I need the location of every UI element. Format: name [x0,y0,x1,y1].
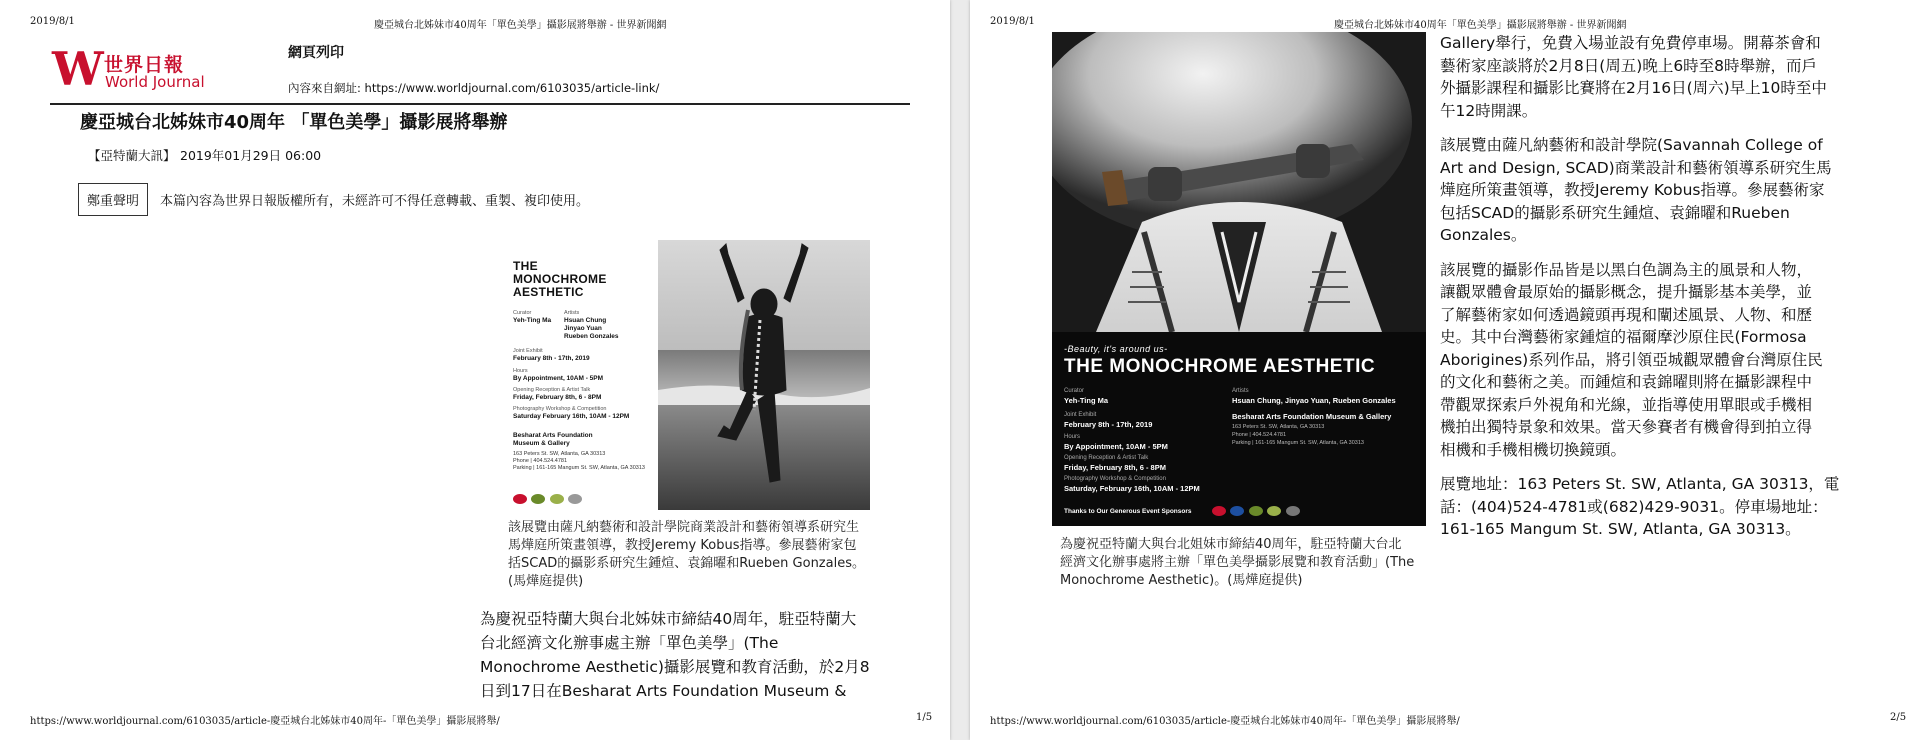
article-body [1440,32,1910,553]
poster-hours-label: Hours [1064,434,1081,440]
body-line: 燁庭所策畫領導，教授Jeremy Kobus指導。參展藝術家 [1440,181,1825,199]
body-line: Gallery舉行，免費入場並設有免費停車場。開幕茶會和 [1440,34,1821,52]
body-line: 為慶祝亞特蘭大與台北姊妹市締結40周年，駐亞特蘭大 [480,610,857,628]
body-line: 藝術家座談將於2月8日(周五)晚上6時至8時舉辦，而戶 [1440,56,1818,75]
body-line: 史。其中台灣藝術家鍾煊的福爾摩沙原住民(Formosa [1440,328,1807,346]
poster-phone: Phone | 404.524.4781 [1232,432,1287,438]
caption-line: 馬燁庭所策畫領導，教授Jeremy Kobus指導。參展藝術家包 [508,538,857,553]
poster-parking: Parking | 161-165 Mangum St. SW, Atlanta, GA 30313 [513,465,645,471]
poster-artists-label: Artists [1232,388,1249,394]
sponsor-logo [1212,506,1226,516]
poster-joint-dates: February 8th - 17th, 2019 [513,355,590,362]
poster-hours: By Appointment, 10AM - 5PM [1064,442,1168,451]
poster-title-line: AESTHETIC [513,285,584,299]
footer-page-number: 1/5 [916,712,933,723]
poster-parking: Parking | 161-165 Mangum St. SW, Atlanta, GA 30313 [1232,440,1364,446]
poster-joint-label: Joint Exhibit [513,348,543,354]
sponsor-logo [531,494,545,504]
print-page-1 [0,0,950,740]
sponsor-logo [1249,506,1263,516]
poster-address: 163 Peters St. SW, Atlanta, GA 30313 [1232,424,1325,430]
poster-joint-dates: February 8th - 17th, 2019 [1064,420,1153,429]
footer-page-number: 2/5 [1890,712,1907,723]
poster-curator-label: Curator [513,310,532,316]
article-body [480,607,900,703]
article-datetime: 2019年01月29日 06:00 [180,148,322,163]
body-line: 了解藝術家如何透過鏡頭再現和闡述風景、人物、和歷 [1440,305,1813,324]
article-title: 慶亞城台北姊妹市40周年 「單色美學」攝影展將舉辦 [80,112,508,133]
poster-artists: Hsuan Chung, Jinyao Yuan, Rueben Gonzales [1232,396,1396,405]
sponsor-logo [550,494,564,504]
sponsor-logo [513,494,527,504]
disclaimer-badge: 鄭重聲明 [78,183,148,216]
header-date: 2019/8/1 [30,16,75,27]
caption-line: 經濟文化辦事處將主辦「單色美學攝影展覽和教育活動」(The [1060,555,1415,570]
sponsor-logo [1286,506,1300,516]
caption-line: Monochrome Aesthetic)。(馬燁庭提供) [1060,573,1303,588]
poster-title: THE MONOCHROME AESTHETIC [1064,356,1376,377]
body-line: 機拍出獨特景象和效果。當天參賽者有機會得到拍立得 [1440,418,1813,436]
image-caption [1060,536,1430,590]
poster-workshop: Saturday, February 16th, 10AM - 12PM [1064,484,1200,493]
poster-sponsor-logos [1212,503,1300,521]
article-byline: 【亞特蘭大訊】 [88,148,176,163]
body-line: Art and Design, SCAD)商業設計和藝術領導系研究生馬 [1440,158,1832,177]
poster-phone: Phone | 404.524.4781 [513,458,568,464]
caption-line: 該展覽由薩凡納藝術和設計學院商業設計和藝術領導系研究生 [508,520,860,535]
poster-curator: Yeh-Ting Ma [513,317,552,324]
poster-venue [513,432,593,448]
poster-artists-label: Artists [564,310,580,316]
body-line: 相機和手機相機切換鏡頭。 [1440,440,1627,459]
poster-curator-label: Curator [1064,388,1085,394]
sponsor-logo [1230,506,1244,516]
body-line: 外攝影課程和攝影比賽將在2月16日(周六)早上10時至中 [1440,79,1827,97]
poster-artist: Rueben Gonzales [564,333,619,340]
header-date: 2019/8/1 [990,16,1035,27]
poster-reception: Friday, February 8th, 6 - 8PM [1064,463,1166,472]
body-paragraph [1440,473,1910,541]
poster-address: 163 Peters St. SW, Atlanta, GA 30313 [513,451,606,457]
world-journal-logo[interactable] [52,42,212,96]
poster-joint-label: Joint Exhibit [1064,412,1097,418]
body-line: 的文化和藝術之美。而鍾煊和袁錦曜則將在攝影課程中 [1440,373,1813,391]
sponsor-logo [1267,506,1281,516]
body-line: 讓觀眾體會最原始的攝影概念，提升攝影基本美學，並 [1440,283,1813,301]
poster-workshop-label: Photography Workshop & Competition [1064,476,1166,482]
header-title: 慶亞城台北姊妹市40周年「單色美學」攝影展將舉辦 - 世界新聞網 [1334,20,1627,31]
footer-url[interactable]: https://www.worldjournal.com/6103035/article-慶亞城台北姊妹市40周年-「單色美學」攝影展將舉/ [990,716,1460,727]
body-paragraph [1440,32,1910,122]
logo-english-name: World Journal [105,73,205,91]
print-page-2 [970,0,1920,740]
poster-sponsor-logos [513,491,582,509]
poster-reception: Friday, February 8th, 6 - 8PM [513,394,602,401]
poster-reception-label: Opening Reception & Artist Talk [513,387,591,393]
body-line: 帶觀眾探索戶外視角和光線，並指導使用單眼或手機相 [1440,395,1813,414]
sponsor-logo [568,494,582,504]
body-line: 台北經濟文化辦事處主辦「單色美學」(The [480,634,779,652]
poster-workshop-label: Photography Workshop & Competition [513,406,607,412]
poster-title-line: THE [513,259,538,273]
poster-artist: Hsuan Chung [564,317,607,324]
poster-venue-line: Museum & Gallery [513,440,570,447]
poster-title-line: MONOCHROME [513,272,607,286]
print-label: 網頁列印 [288,45,344,61]
poster-sponsors-label: Thanks to Our Generous Event Sponsors [1064,508,1192,515]
logo-w-mark: W [52,42,100,96]
caption-line: 括SCAD的攝影系研究生鍾煊、袁錦曜和Rueben Gonzales。 [508,556,865,571]
source-url-label[interactable]: 內容來自網址: https://www.worldjournal.com/6103035/article-link/ [288,81,660,95]
body-paragraph [1440,259,1910,462]
poster-venue-line: Besharat Arts Foundation [513,432,593,439]
poster-hours: By Appointment, 10AM - 5PM [513,375,604,382]
logo-chinese-name: 世界日報 [104,54,185,76]
body-line: 展覽地址：163 Peters St. SW, Atlanta, GA 30313，電 [1440,475,1840,493]
body-paragraph [1440,134,1910,247]
smoke-portrait-photo [1052,32,1426,332]
poster-hours-label: Hours [513,368,528,374]
body-line: 日到17日在Besharat Arts Foundation Museum & [480,682,847,700]
body-line: 161-165 Mangum St. SW, Atlanta, GA 30313。 [1440,520,1801,538]
body-line: Monochrome Aesthetic)攝影展覽和教育活動，於2月8 [480,658,870,676]
poster-venue: Besharat Arts Foundation Museum & Gallery [1232,412,1392,421]
poster-tagline: -Beauty, it's around us- [1064,344,1168,354]
poster-curator: Yeh-Ting Ma [1064,396,1109,405]
caption-line: (馬燁庭提供) [508,574,584,589]
dancer-beach-photo [658,240,870,510]
monochrome-poster-image [1052,32,1426,526]
caption-line: 為慶祝亞特蘭大與台北姐妹市締結40周年，駐亞特蘭大台北 [1060,537,1402,552]
poster-reception-label: Opening Reception & Artist Talk [1064,455,1149,461]
poster-title [513,260,607,299]
poster-artists [564,317,619,341]
poster-workshop: Saturday February 16th, 10AM - 12PM [513,413,630,420]
body-line: Aborigines)系列作品，將引領亞城觀眾體會台灣原住民 [1440,350,1823,369]
body-line: 話：(404)524-4781或(682)429-9031。停車場地址： [1440,497,1828,516]
poster-artist: Jinyao Yuan [564,325,602,332]
image-caption [508,519,888,591]
body-line: 包括SCAD的攝影系研究生鍾煊、袁錦曜和Rueben [1440,203,1790,222]
disclaimer-text: 本篇內容為世界日報版權所有，未經許可不得任意轉載、重製、複印使用。 [160,194,590,209]
body-line: 午12時開課。 [1440,101,1538,120]
body-line: 該展覽的攝影作品皆是以黑白色調為主的風景和人物， [1440,260,1813,279]
header-divider [50,103,910,105]
footer-url[interactable]: https://www.worldjournal.com/6103035/article-慶亞城台北姊妹市40周年-「單色美學」攝影展將舉/ [30,716,500,727]
header-title: 慶亞城台北姊妹市40周年「單色美學」攝影展將舉辦 - 世界新聞網 [374,20,667,31]
body-line: Gonzales。 [1440,226,1527,244]
body-line: 該展覽由薩凡納藝術和設計學院(Savannah College of [1440,136,1823,154]
exhibition-poster-image [508,240,870,510]
